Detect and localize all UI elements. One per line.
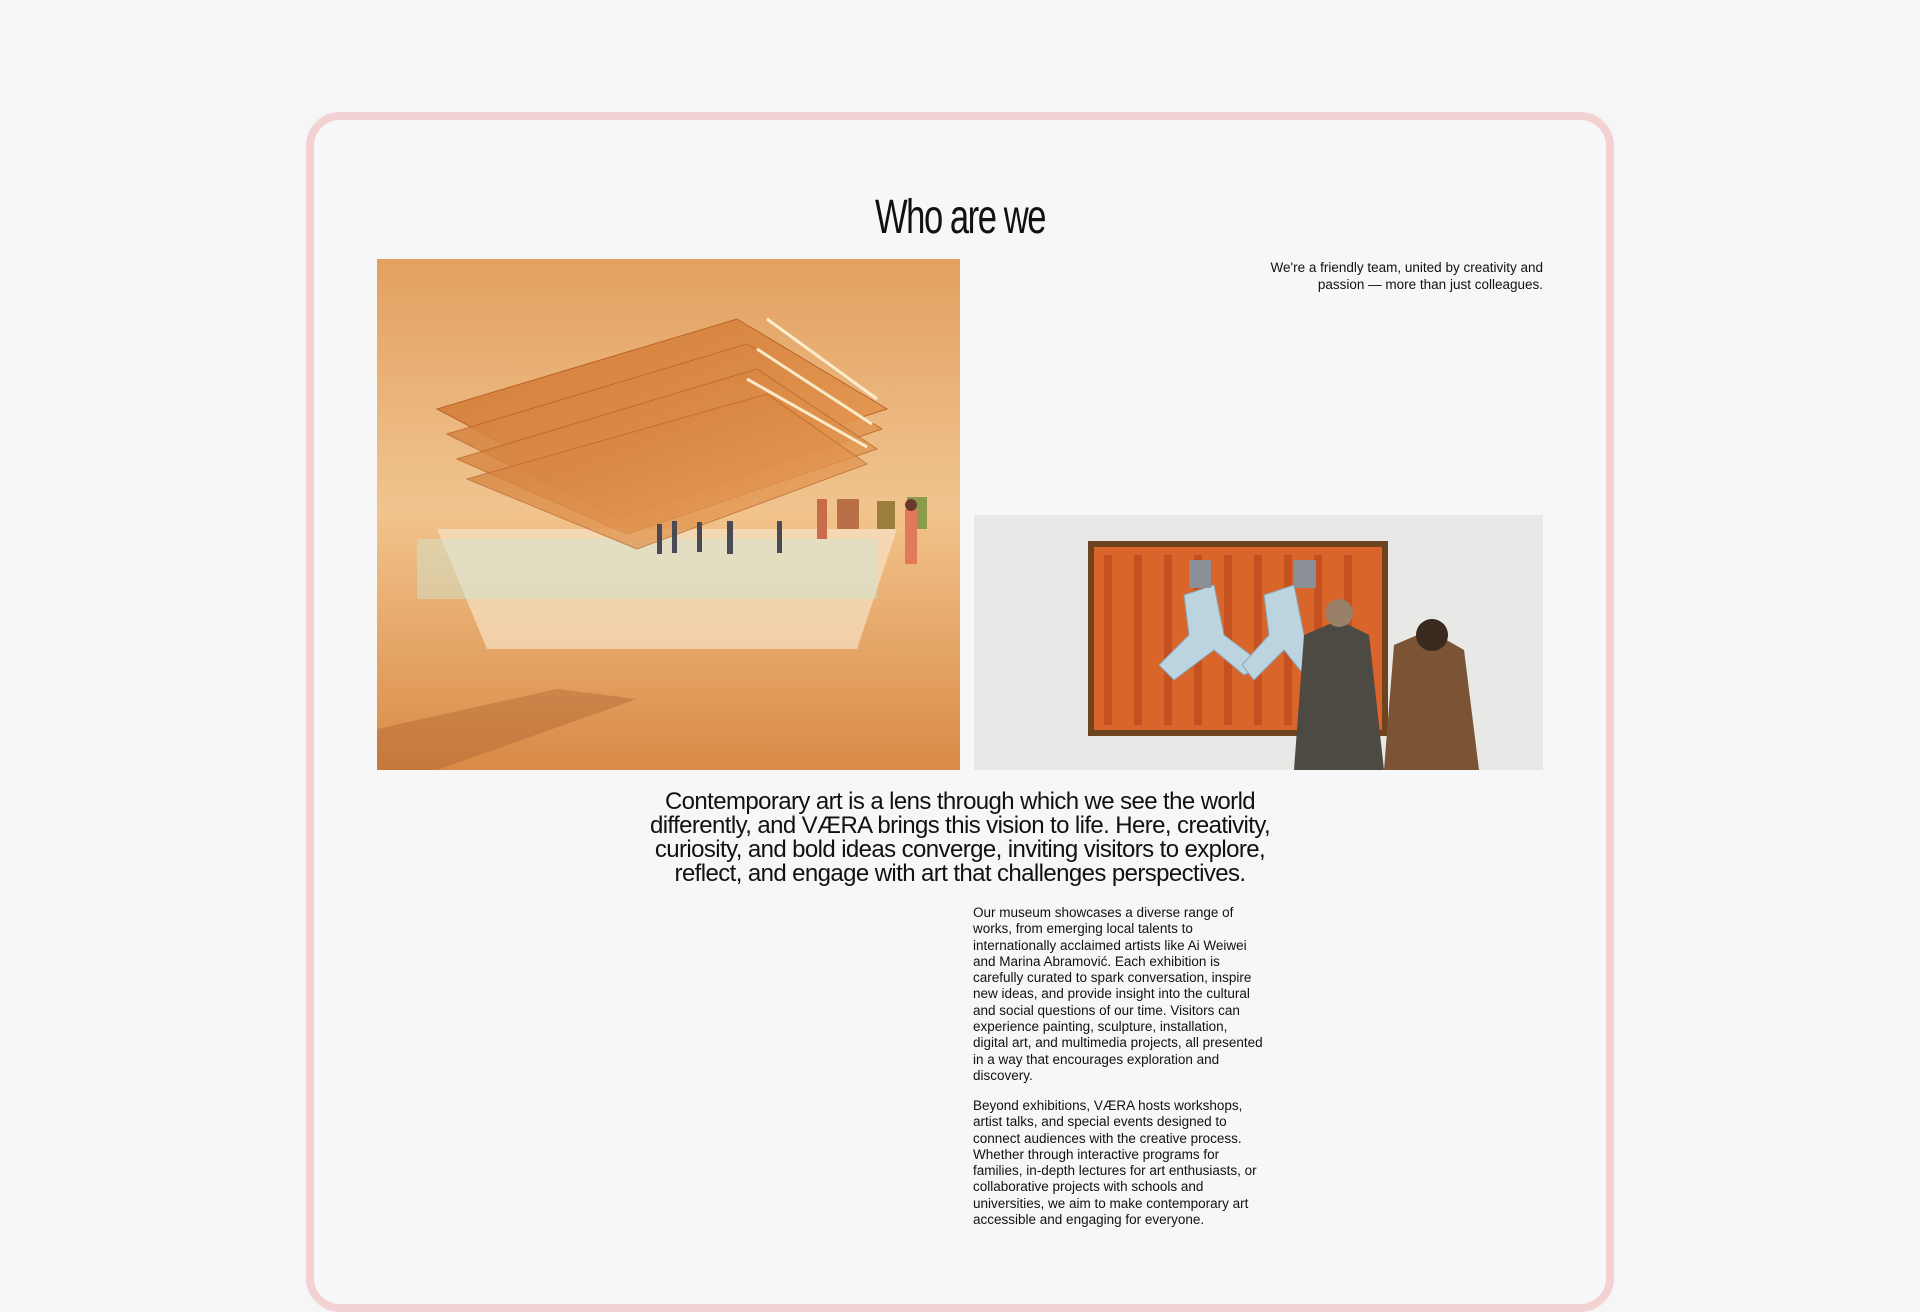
about-paragraph-2: Beyond exhibitions, VÆRA hosts workshops, artist talks, and special events designed to connect audiences with the creative process. Whether through interactive programs for families, in-depth lectures for art enthusiasts, or collaborative projects with schools and universities, we aim to make contemporary art accessible and engaging for everyone.	[973, 1098, 1257, 1228]
gallery-interior-photo	[377, 259, 960, 770]
about-paragraph-1: Our museum showcases a diverse range of works, from emerging local talents to internationally acclaimed artists like Ai Weiwei and Marina Abramović. Each exhibition is carefully curated to spark conversation, inspire new ideas, and provide insight into the cultural and social questions of our time. Visitors can experience painting, sculpture, installation, digital art, and multimedia projects, all presented in a way that encourages exploration and discovery.	[973, 905, 1263, 1083]
team-tagline: We're a friendly team, united by creativity and passion — more than just colleagues.	[1270, 260, 1543, 292]
section-title: Who are we	[874, 191, 1045, 244]
painting-viewers-photo	[974, 515, 1543, 770]
mission-statement: Contemporary art is a lens through which we see the world differently, and VÆRA brings this vision to life. Here, creativity, curiosity, and bold ideas converge, inviting visitors to explore, reflect, and engage with art that challenges perspectives.	[649, 788, 1271, 887]
